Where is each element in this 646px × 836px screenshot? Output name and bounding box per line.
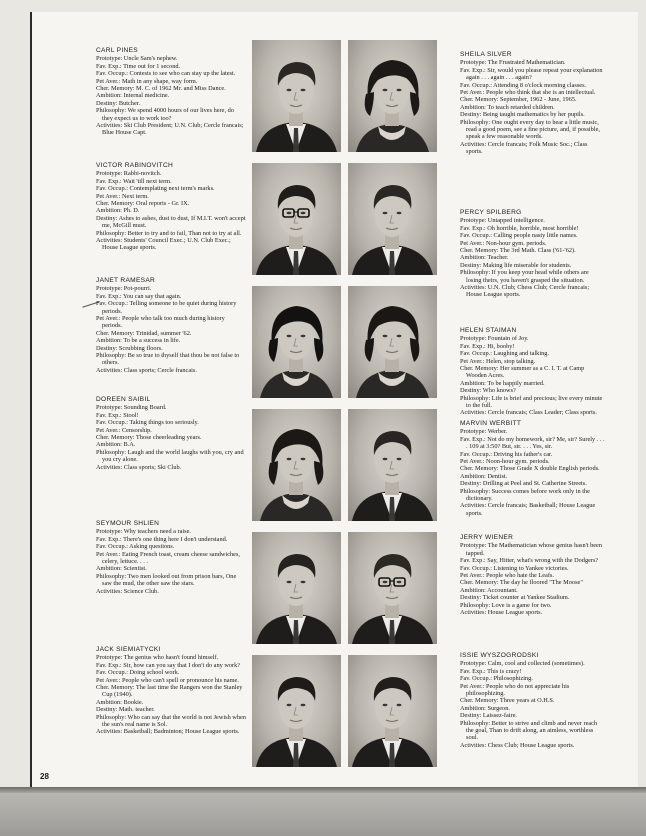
bio-line: Activities: Students' Council Exec.; U.N. Club Exec.; House League sports. xyxy=(96,237,231,252)
bio-line: Pet Aver.: People who do not appreciate his philosophizing. xyxy=(460,682,570,698)
portrait-photo xyxy=(348,40,437,152)
portrait-photo xyxy=(348,163,437,275)
bio-line: Prototype: Fountain of Joy. xyxy=(460,335,529,343)
bio-line: Activities: Science Club. xyxy=(96,587,159,595)
bio-line: Fav. Exp.: Hi, booby! xyxy=(460,342,515,350)
bio-line: Cher. Memory: Oral reports - Gr. IX. xyxy=(96,200,190,208)
bio-line: Fav. Occup.: Taking things too seriously. xyxy=(96,419,199,427)
bio-line: Activities: Cercle francais; Basketball; House League sports. xyxy=(460,502,596,517)
bio-line: Cher. Memory: Those Grade X double English periods. xyxy=(460,465,600,473)
student-name: JERRY WIENER xyxy=(460,534,514,541)
bio-line: Activities: Class sports; Cercle francais. xyxy=(96,366,197,374)
bio-line: Destiny: Making life miserable for students. xyxy=(460,261,572,269)
bio-line: Ambition: To be a success in life. xyxy=(96,337,181,345)
bio-line: Destiny: Butcher. xyxy=(96,99,141,107)
bio-doreen-saibil xyxy=(96,396,246,471)
bio-line: Prototype: The genius who hasn't found himself. xyxy=(96,654,219,662)
bio-line: Fav. Exp.: Oh horrible, horrible, most horrible! xyxy=(460,224,579,232)
bio-percy-spilberg xyxy=(460,209,605,299)
bio-line: Prototype: Uncle Sam's nephew. xyxy=(96,55,178,63)
bio-line: Prototype: The Mathematician whose genius hasn't been tapped. xyxy=(460,542,602,557)
bio-line: Prototype: Sounding Board. xyxy=(96,404,167,412)
bio-line: Philosophy: We spend 4000 hours of our lives here, do they expect us to work too? xyxy=(96,107,234,122)
portrait-photo xyxy=(252,163,341,275)
bio-line: Destiny: Who knows? xyxy=(460,387,516,395)
bio-line: Philosophy: Better to try and to fail, Than not to try at all. xyxy=(96,229,242,237)
bio-line: Philosophy: Be so true to thyself that thou be not false to others. xyxy=(96,352,240,367)
bio-line: Prototype: Rabbi-novitch. xyxy=(96,170,162,178)
bio-line: Ambition: To be happily married. xyxy=(460,379,545,387)
bio-line: Activities: Cercle francais; Folk Music Soc.; Class sports. xyxy=(460,140,588,156)
bio-line: Fav. Exp.: There's one thing here I don't understand. xyxy=(96,535,228,543)
bio-line: Destiny: Scrubbing floors. xyxy=(96,344,163,352)
bio-line: Activities: U.N. Club; Chess Club; Cercle francais; House League sports. xyxy=(460,284,590,299)
bio-line: Fav. Occup.: Listening to Yankee victories. xyxy=(460,564,569,572)
bio-line: Pet Aver.: Math in any shape, way form. xyxy=(96,77,198,85)
bio-line: Pet Aver.: People who think that she is an intellectual. xyxy=(460,89,596,97)
bio-line: Fav. Exp.: You can say that again. xyxy=(96,292,182,300)
bio-line: Cher. Memory: September, 1962 - June, 1965. xyxy=(460,96,577,104)
bio-line: Destiny: Drilling at Peel and St. Catherine Streets. xyxy=(460,480,587,488)
student-name: HELEN STAIMAN xyxy=(460,327,517,334)
bio-line: Activities: Cercle francais; Class Leader; Class sports. xyxy=(460,409,597,417)
bio-line: Prototype: Werber. xyxy=(460,428,508,436)
bio-victor-rabinovitch xyxy=(96,162,246,252)
bio-line: Pet Aver.: Noon-hour gym. periods. xyxy=(460,458,550,466)
bio-line: Fav. Occup.: Philosophizing. xyxy=(460,675,533,683)
bio-jerry-wiener xyxy=(460,534,605,616)
student-name: VICTOR RABINOVITCH xyxy=(96,162,174,169)
student-name: MARVIN WERBITT xyxy=(460,420,522,427)
bio-issie-wyszogrodski xyxy=(460,652,605,749)
bio-line: Destiny: Math. teacher. xyxy=(96,706,155,714)
bio-line: Philosophy: One ought every day to hear a little music, read a good poem, see a fine picture, and, if possible, speak a few reasonable words. xyxy=(460,118,600,141)
portrait-photo xyxy=(252,286,341,398)
bio-line: Philosophy: Two men looked out from prison bars, One saw the mud, the other saw the stars. xyxy=(96,572,237,588)
bio-line: Fav. Occup.: Asking questions. xyxy=(96,543,175,551)
bio-line: Pet Aver.: People who hate the Leafs. xyxy=(460,572,554,580)
bio-carl-pines xyxy=(96,47,246,137)
portrait-photo xyxy=(348,286,437,398)
student-name: SEYMOUR SHLIEN xyxy=(96,520,160,527)
bio-line: Activities: Chess Club; House League sports. xyxy=(460,741,575,749)
bio-line: Philosophy: Who can say that the world is not Jewish when the sun's real name is Sol. xyxy=(96,713,246,729)
bio-line: Fav. Occup.: Attending 8 o'clock morning classes. xyxy=(460,81,587,89)
bio-line: Destiny: Ashes to ashes, dust to dust, If M.I.T. won't accept me, McGill must. xyxy=(96,214,246,230)
bio-line: Prototype: Why teachers need a raise. xyxy=(96,528,192,536)
bio-seymour-shlien xyxy=(96,520,246,595)
student-name: PERCY SPILBERG xyxy=(460,209,522,216)
bio-line: Fav. Exp.: Sir, would you please repeat your explanation again . . . again . . . again? xyxy=(460,66,603,82)
student-name: JANET RAMESAR xyxy=(96,277,156,284)
scan-bottom-edge xyxy=(0,787,646,836)
bio-line: Ambition: Dentist. xyxy=(460,472,508,480)
bio-line: Fav. Occup.: Contests to see who can stay up the latest. xyxy=(96,70,236,78)
student-name: DOREEN SAIBIL xyxy=(96,396,151,403)
bio-line: Fav. Exp.: Wait 'till next term. xyxy=(96,177,172,185)
portrait-photo xyxy=(348,532,437,644)
bio-helen-staiman xyxy=(460,327,605,417)
portrait-photo xyxy=(252,655,341,767)
bio-line: Ambition: Surgeon. xyxy=(460,704,510,712)
bio-jack-siemiatycki xyxy=(96,646,246,736)
bio-line: Fav. Occup.: Contemplating next term's marks. xyxy=(96,185,215,193)
bio-line: Ambition: Teacher. xyxy=(460,254,509,262)
bio-line: Prototype: Calm, cool and collected (sometimes). xyxy=(460,660,585,668)
bio-marvin-werbitt xyxy=(460,420,605,517)
portrait-photo xyxy=(252,40,341,152)
bio-line: Pet Aver.: Next term. xyxy=(96,192,149,200)
binding-edge xyxy=(30,12,32,787)
bio-sheila-silver xyxy=(460,51,605,156)
bio-line: Destiny: Laissez-faire. xyxy=(460,712,517,720)
bio-line: Pet Aver.: Censorship. xyxy=(96,426,152,434)
bio-line: Destiny: Being taught mathematics by her pupils. xyxy=(460,111,585,119)
bio-line: Destiny: Ticket counter at Yankee Stadium. xyxy=(460,594,570,602)
portrait-photo xyxy=(348,655,437,767)
bio-line: Cher. Memory: Three years at O.H.S. xyxy=(460,697,555,705)
bio-line: Cher. Memory: The last time the Rangers won the Stanley Cup (1940). xyxy=(96,684,243,699)
bio-line: Ambition: B.A. xyxy=(96,441,136,449)
bio-line: Fav. Occup.: Calling people nasty little names. xyxy=(460,232,578,240)
bio-line: Fav. Occup.: Laughing and talking. xyxy=(460,350,549,358)
bio-line: Philosophy: Laugh and the world laughs with you, cry and you cry alone. xyxy=(96,448,244,464)
bio-line: Philosophy: Life is brief and precious; live every minute to the full. xyxy=(460,394,603,410)
bio-line: Fav. Exp.: Stool! xyxy=(96,411,139,419)
bio-line: Pet Aver.: Helen, stop talking. xyxy=(460,357,536,365)
student-name: CARL PINES xyxy=(96,47,138,54)
bio-line: Cher. Memory: Trinidad, summer '62. xyxy=(96,329,192,337)
bio-line: Ambition: Bookie. xyxy=(96,698,144,706)
bio-line: Ambition: Scientist. xyxy=(96,565,147,573)
bio-line: Philosophy: Success comes before work only in the dictionary. xyxy=(460,487,590,503)
bio-line: Activities: House League sports. xyxy=(460,609,543,617)
bio-line: Fav. Exp.: This is crazy! xyxy=(460,667,522,675)
bio-line: Fav. Exp.: Say, Hitter, what's wrong with the Dodgers? xyxy=(460,557,599,565)
student-name: SHEILA SILVER xyxy=(460,51,512,58)
portrait-photo xyxy=(252,409,341,521)
bio-line: Cher. Memory: Those cheerleading years. xyxy=(96,434,202,442)
bio-line: Pet Aver.: People who can't spell or pronounce his name. xyxy=(96,676,239,684)
bio-line: Pet Aver.: Non-hour gym. periods. xyxy=(460,239,547,247)
student-name: ISSIE WYSZOGRODSKI xyxy=(460,652,539,659)
bio-line: Prototype: Pot-pourri. xyxy=(96,285,152,293)
bio-line: Fav. Exp.: Not do my homework, sir? Me, sir? Surely . . . . 109 at 3:50? But, sir. . . . Yes, sir. xyxy=(460,435,605,451)
page-number: 28 xyxy=(40,772,49,781)
bio-line: Philosophy: Love is a game for two. xyxy=(460,601,552,609)
bio-line: Pet Aver.: Eating French toast, cream cheese sandwiches, celery, lettuce. . . . xyxy=(96,550,240,566)
bio-line: Ambition: To teach retarded children. xyxy=(460,103,555,111)
bio-line: Ambition: Internal medicine. xyxy=(96,92,170,100)
bio-line: Fav. Occup.: Driving his father's car. xyxy=(460,450,553,458)
bio-line: Fav. Exp.: Sir, how can you say that I don't do any work? xyxy=(96,661,241,669)
bio-line: Pet Aver.: People who talk too much during history periods. xyxy=(96,315,225,330)
student-name: JACK SIEMIATYCKI xyxy=(96,646,161,653)
bio-line: Ambition: Ph. D. xyxy=(96,207,140,215)
bio-line: Cher. Memory: M. C. of 1962 Mr. and Miss Dance. xyxy=(96,85,226,93)
bio-line: Cher. Memory: The day he floored "The Moose" xyxy=(460,579,583,587)
portrait-photo xyxy=(348,409,437,521)
bio-line: Ambition: Accountant. xyxy=(460,586,518,594)
bio-line: Fav. Occup.: Doing school work. xyxy=(96,669,180,677)
bio-line: Prototype: The Frustrated Mathematician. xyxy=(460,59,566,67)
bio-line: Cher. Memory: The 3rd Math. Class ('61-'62). xyxy=(460,247,576,255)
bio-line: Prototype: Untapped intelligence. xyxy=(460,217,545,225)
bio-line: Philosophy: Better to strive and climb and never reach the goal, Than to drift along, an aimless, worthless soul. xyxy=(460,719,598,742)
bio-line: Activities: Class sports; Ski Club. xyxy=(96,463,182,471)
bio-line: Fav. Occup.: Telling someone to be quiet during history periods. xyxy=(96,300,237,315)
portrait-photo xyxy=(252,532,341,644)
bio-line: Cher. Memory: Her summer as a C. I. T. at Camp Wooden Acres. xyxy=(460,365,585,380)
bio-line: Fav. Exp.: Time out for 1 second. xyxy=(96,62,181,70)
bio-line: Philosophy: If you keep your head while others are losing theirs, you haven't grasped the situation. xyxy=(460,269,589,284)
bio-janet-ramesar xyxy=(96,277,246,374)
bio-line: Activities: Ski Club President; U.N. Club; Cercle francais; Blue House Capt. xyxy=(96,122,244,137)
bio-line: Activities: Basketball; Badminton; House League sports. xyxy=(96,728,240,736)
